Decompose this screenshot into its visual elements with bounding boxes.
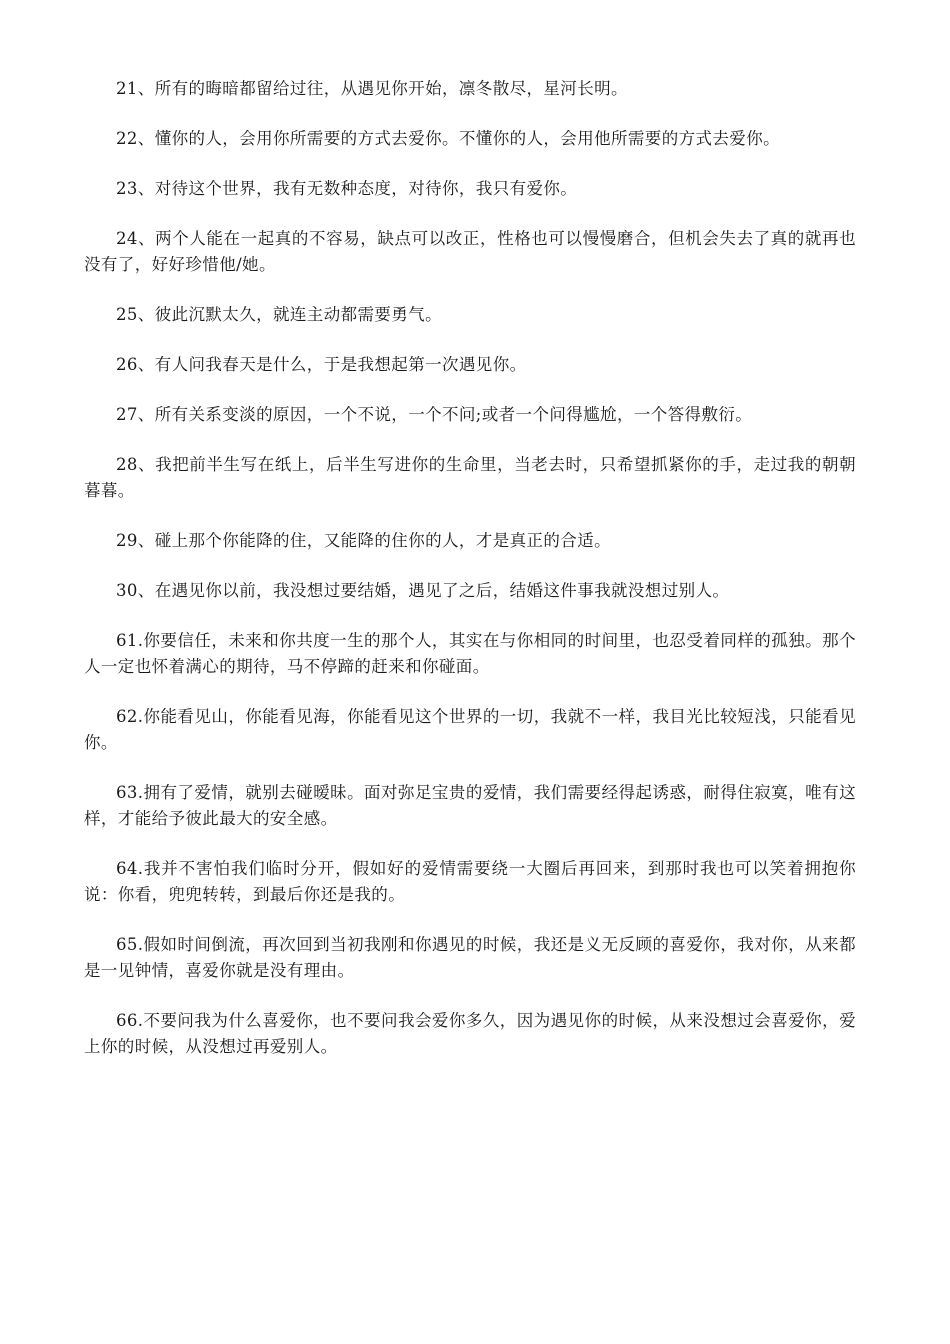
quote-24: 24、两个人能在一起真的不容易，缺点可以改正，性格也可以慢慢磨合，但机会失去了真的就再也没有了，好好珍惜他/她。 bbox=[84, 229, 856, 274]
quote-29: 29、碰上那个你能降的住，又能降的住你的人，才是真正的合适。 bbox=[116, 531, 611, 550]
quote-66: 66.不要问我为什么喜爱你，也不要问我会爱你多久，因为遇见你的时候，从来没想过会喜爱你，爱上你的时候，从没想过再爱别人。 bbox=[84, 1011, 856, 1056]
quote-26: 26、有人问我春天是什么，于是我想起第一次遇见你。 bbox=[116, 355, 527, 374]
quote-27: 27、所有关系变淡的原因，一个不说，一个不问;或者一个问得尴尬，一个答得敷衍。 bbox=[116, 405, 753, 424]
quote-61: 61.你要信任，未来和你共度一生的那个人，其实在与你相同的时间里，也忍受着同样的孤独。那个人一定也怀着满心的期待，马不停蹄的赶来和你碰面。 bbox=[84, 631, 856, 676]
quote-21: 21、所有的晦暗都留给过往，从遇见你开始，凛冬散尽，星河长明。 bbox=[116, 79, 628, 98]
quote-28: 28、我把前半生写在纸上，后半生写进你的生命里，当老去时，只希望抓紧你的手，走过我的朝朝暮暮。 bbox=[84, 455, 856, 500]
quote-22: 22、懂你的人，会用你所需要的方式去爱你。不懂你的人，会用他所需要的方式去爱你。 bbox=[116, 129, 780, 148]
quote-30: 30、在遇见你以前，我没想过要结婚，遇见了之后，结婚这件事我就没想过别人。 bbox=[116, 581, 730, 600]
quote-62: 62.你能看见山，你能看见海，你能看见这个世界的一切，我就不一样，我目光比较短浅，只能看见你。 bbox=[84, 707, 856, 752]
quote-23: 23、对待这个世界，我有无数种态度，对待你，我只有爱你。 bbox=[116, 179, 578, 198]
quote-63: 63.拥有了爱情，就别去碰暧昧。面对弥足宝贵的爱情，我们需要经得起诱惑，耐得住寂寞，唯有这样，才能给予彼此最大的安全感。 bbox=[84, 783, 856, 828]
quote-65: 65.假如时间倒流，再次回到当初我刚和你遇见的时候，我还是义无反顾的喜爱你，我对你，从来都是一见钟情，喜爱你就是没有理由。 bbox=[84, 935, 856, 980]
quote-64: 64.我并不害怕我们临时分开，假如好的爱情需要绕一大圈后再回来，到那时我也可以笑着拥抱你说：你看，兜兜转转，到最后你还是我的。 bbox=[84, 859, 856, 904]
quote-25: 25、彼此沉默太久，就连主动都需要勇气。 bbox=[116, 305, 442, 324]
